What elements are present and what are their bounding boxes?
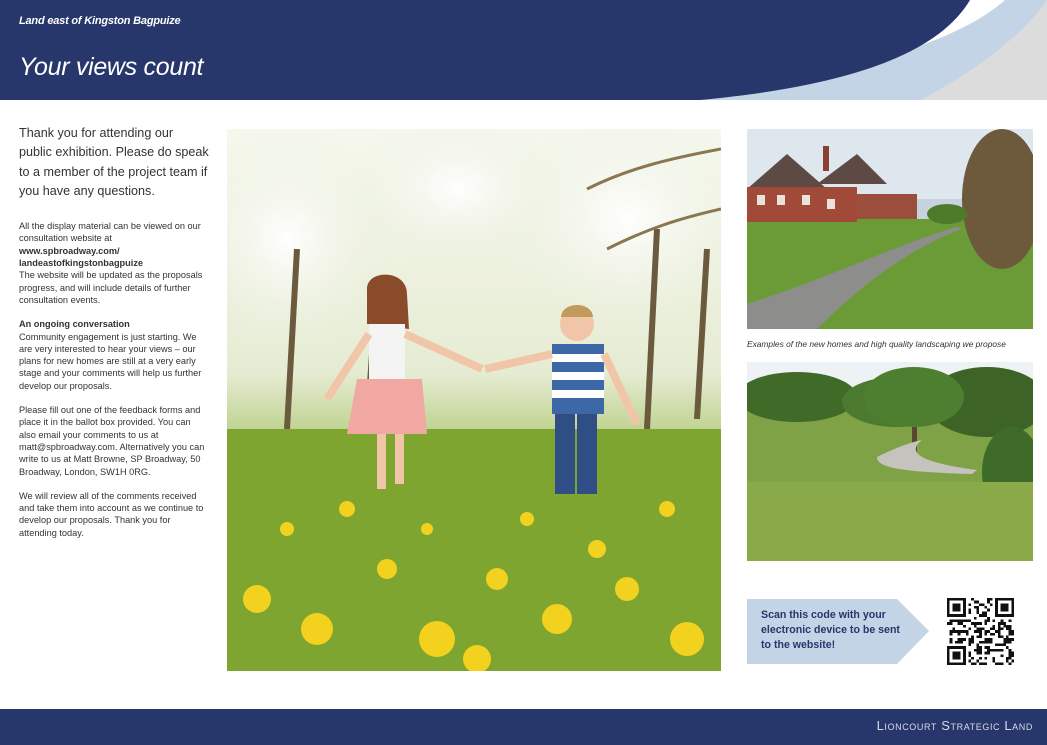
intro-paragraph: Thank you for attending our public exhibition. Please do speak to a member of the project team if you have any questions. <box>19 126 209 198</box>
footer-bar <box>0 709 1047 745</box>
qr-code-graphic <box>947 598 1014 665</box>
qr-callout <box>747 599 929 664</box>
header-banner <box>0 0 1047 100</box>
new-homes-image <box>747 129 1033 329</box>
park-landscape-image <box>747 362 1033 561</box>
website-paragraph-lead: All the display material can be viewed on our consultation website at <box>19 221 201 244</box>
homes-photo <box>747 129 1033 329</box>
qr-callout-text: Scan this code with your electronic device to be sent to the website! <box>761 609 900 651</box>
header-subtitle: Land east of Kingston Bagpuize <box>19 15 181 27</box>
website-paragraph <box>19 220 209 306</box>
main-photo <box>227 129 721 671</box>
website-paragraph-tail: The website will be updated as the proposals progress, and will include details of further consultation events. <box>19 270 203 305</box>
page-title: Your views count <box>19 53 204 81</box>
closing-paragraph: We will review all of the comments received and take them into account as we continue to develop our proposals. Thank you for attending today. <box>19 490 204 538</box>
footer-brand: Lioncourt Strategic Land <box>876 718 1033 733</box>
conversation-text: Community engagement is just starting. We are very interested to hear your views – our plans for new homes are still at a very early stage and your comments will help us further develop our proposals. <box>19 331 202 391</box>
feedback-paragraph: Please fill out one of the feedback forms and place it in the ballot box provided. You can also email your comments to us at matt@spbroadway.com. Alternatively you can write to us at Matt Browne, SP Broadway, 50 Broadway, London, SW1H 0RG. <box>19 405 205 477</box>
website-url-link[interactable]: www.spbroadway.com/ landeastofkingstonbagpuize <box>19 245 144 269</box>
children-running-image <box>227 129 721 671</box>
conversation-paragraph <box>19 318 209 392</box>
text-column <box>19 124 209 539</box>
landscape-photo <box>747 362 1033 561</box>
photos-caption: Examples of the new homes and high quality landscaping we propose <box>747 339 1006 349</box>
conversation-heading: An ongoing conversation <box>19 319 130 330</box>
qr-code-icon[interactable] <box>947 598 1014 665</box>
